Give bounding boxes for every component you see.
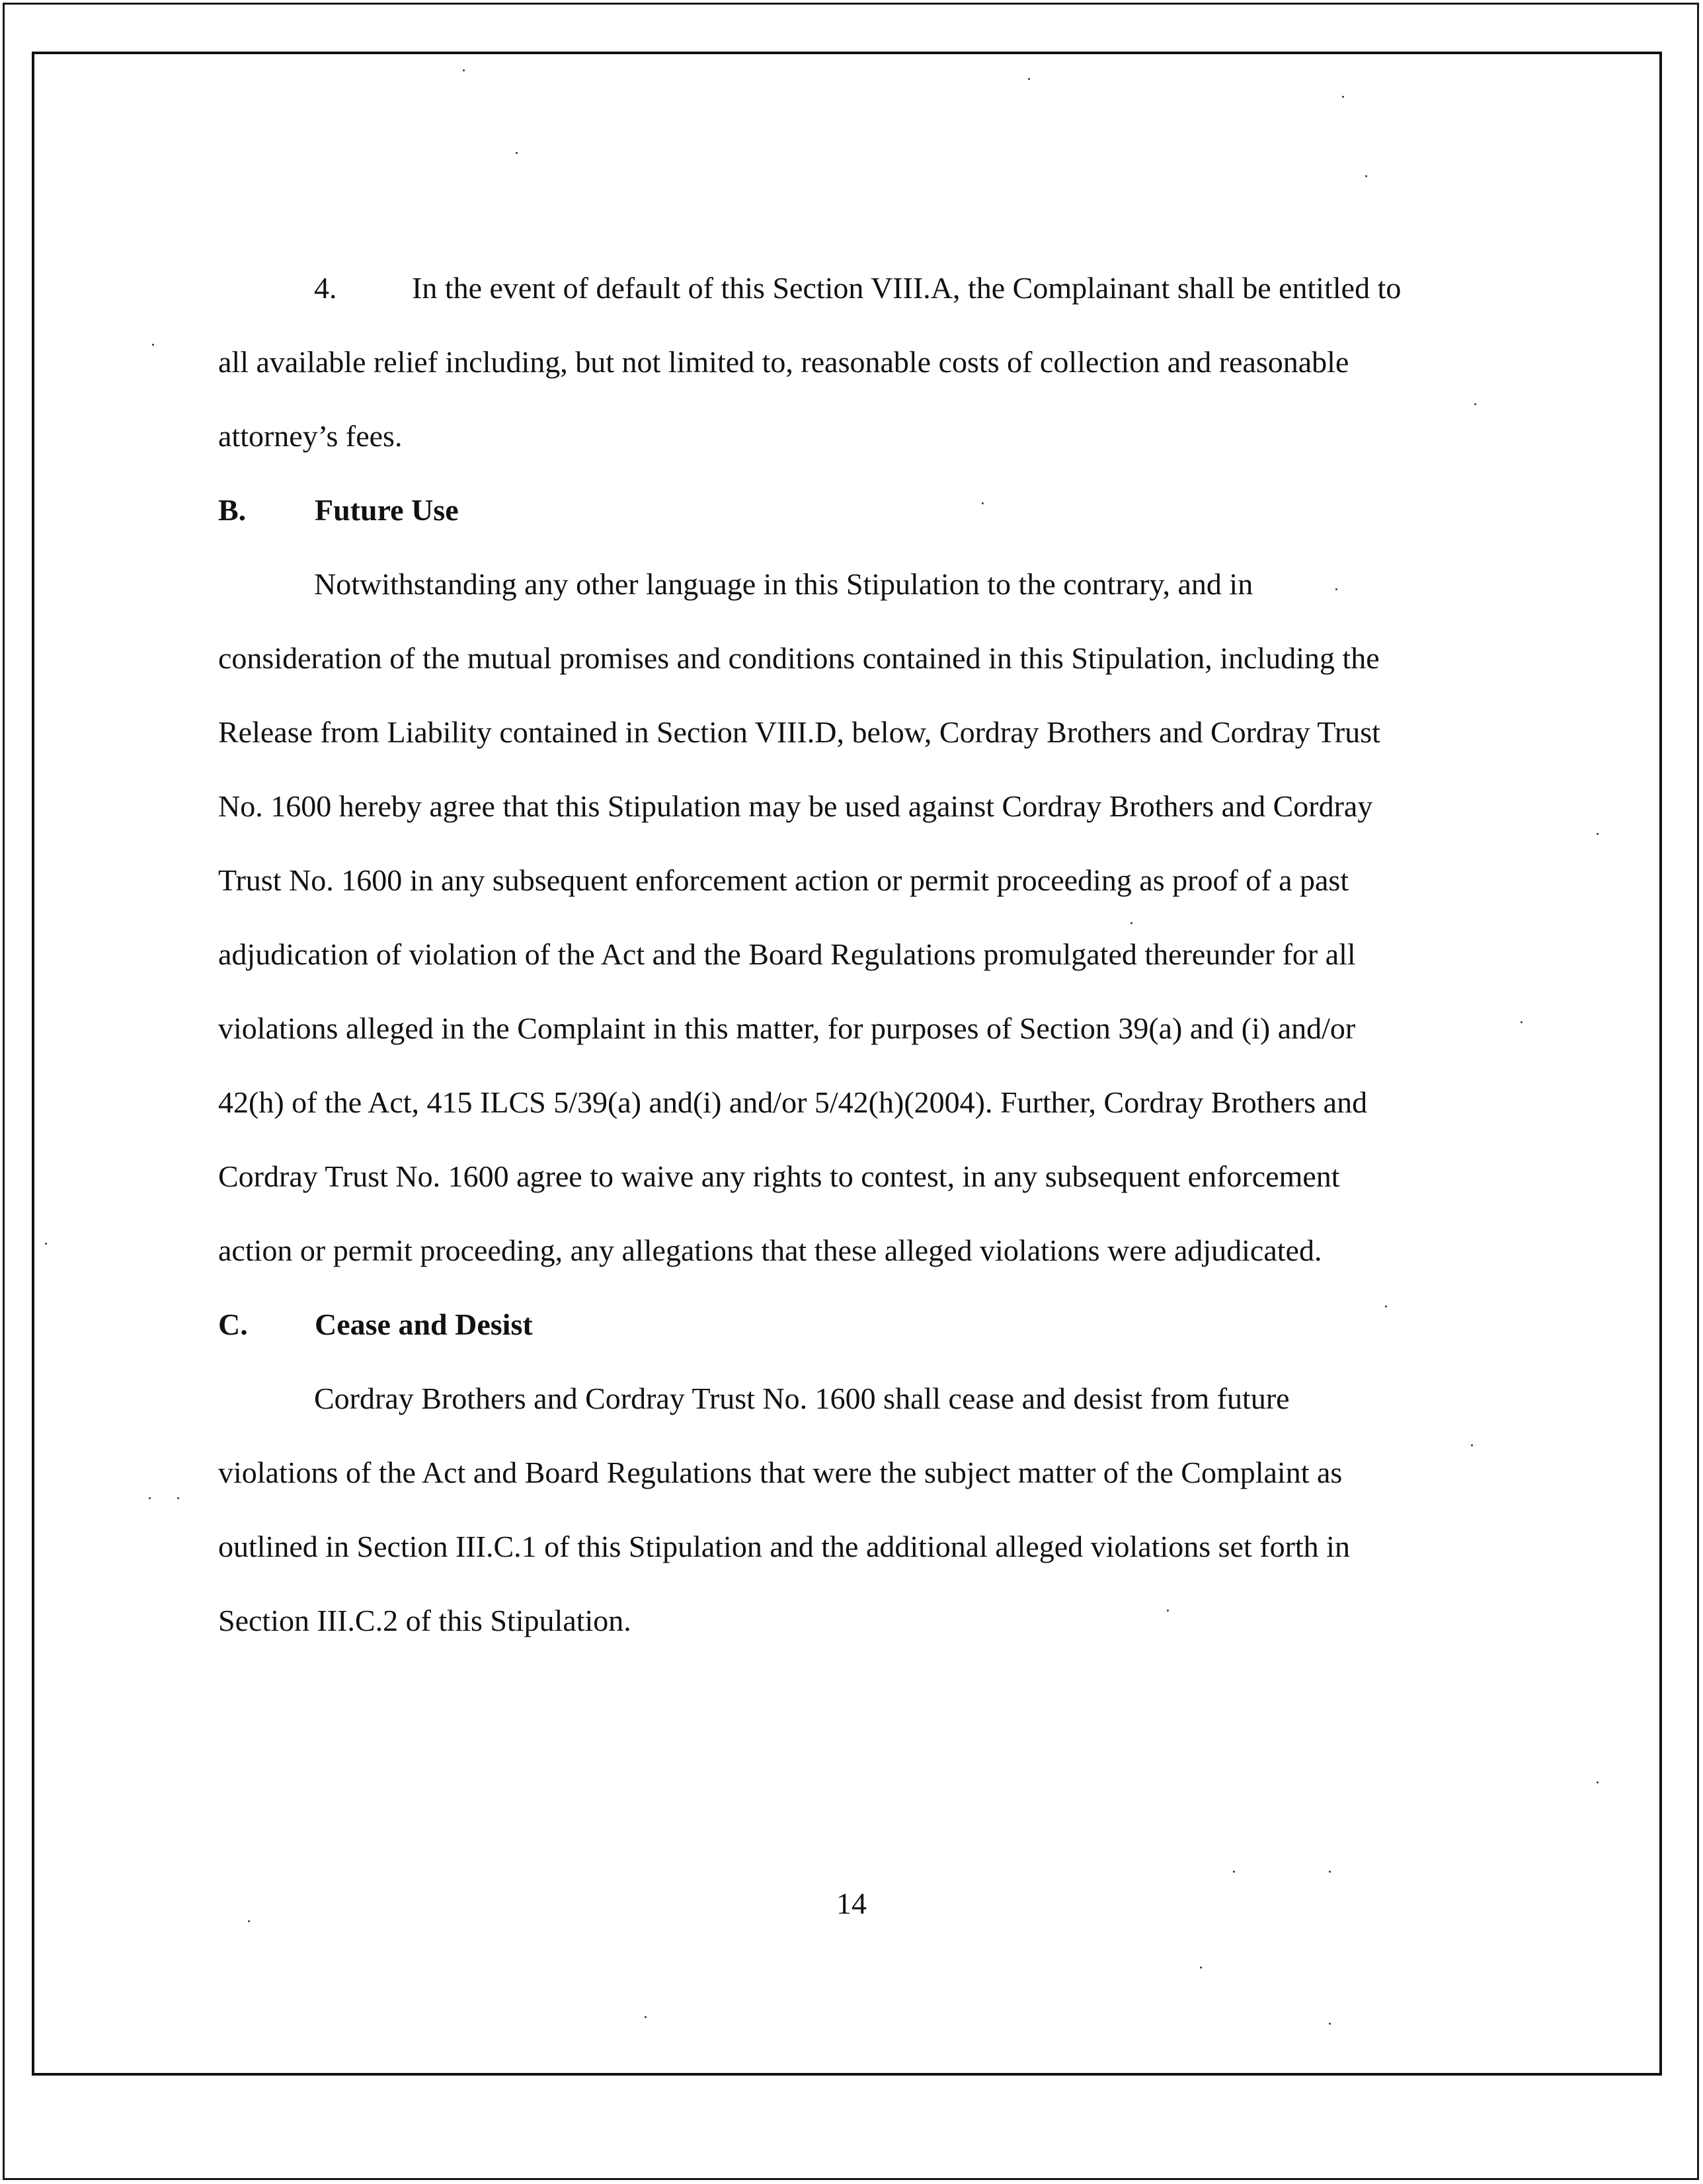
- section-b-line-1: Notwithstanding any other language in this Stipulation to the contrary, and in: [314, 567, 1253, 601]
- scan-speck: [177, 1497, 179, 1499]
- scan-speck: [516, 152, 518, 154]
- scan-speck: [1597, 1781, 1599, 1783]
- section-b-line-7: violations alleged in the Complaint in this matter, for purposes of Section 39(a) and (i) and/or: [218, 1011, 1356, 1045]
- section-b-heading: [218, 492, 459, 529]
- scan-speck: [1335, 588, 1337, 590]
- section-c-line-2: violations of the Act and Board Regulations that were the subject matter of the Complaint as: [218, 1456, 1343, 1489]
- scan-speck: [645, 2016, 647, 2018]
- section-b-line-2: consideration of the mutual promises and conditions contained in this Stipulation, including the: [218, 641, 1380, 675]
- section-c-line-1: Cordray Brothers and Cordray Trust No. 1600 shall cease and desist from future: [314, 1382, 1290, 1415]
- section-b-line-6: adjudication of violation of the Act and the Board Regulations promulgated thereunder for all: [218, 937, 1356, 971]
- scan-speck: [149, 1497, 151, 1499]
- section-b-line-4: No. 1600 hereby agree that this Stipulation may be used against Cordray Brothers and Cordray: [218, 789, 1373, 823]
- scan-speck: [1167, 1610, 1169, 1612]
- page-number: 14: [836, 1887, 867, 1920]
- paragraph-text: In the event of default of this Section VIII.A, the Complainant shall be entitled to: [412, 271, 1402, 305]
- scan-speck: [1597, 833, 1599, 835]
- paragraph-4-line-3: attorney’s fees.: [218, 419, 403, 453]
- section-c-line-3: outlined in Section III.C.1 of this Stipulation and the additional alleged violations set forth in: [218, 1530, 1350, 1563]
- scan-speck: [1233, 1871, 1235, 1873]
- section-c-title: Cease and Desist: [315, 1307, 533, 1341]
- scan-speck: [152, 344, 154, 346]
- scan-speck: [1130, 922, 1132, 924]
- scan-speck: [1028, 78, 1030, 80]
- section-c-letter: C.: [218, 1307, 248, 1341]
- scan-speck: [1474, 403, 1476, 405]
- section-b-title: Future Use: [315, 493, 459, 527]
- scan-speck: [1342, 96, 1344, 98]
- scan-speck: [1200, 1967, 1202, 1969]
- section-b-line-5: Trust No. 1600 in any subsequent enforcement action or permit proceeding as proof of a past: [218, 863, 1349, 897]
- scan-speck: [1329, 1871, 1331, 1873]
- scan-speck: [1471, 1444, 1473, 1446]
- scan-speck: [1365, 175, 1367, 177]
- scan-speck: [1385, 1306, 1387, 1307]
- scan-speck: [248, 1920, 250, 1922]
- section-b-letter: B.: [218, 493, 247, 527]
- section-c-heading: [218, 1306, 533, 1343]
- paragraph-4-line-2: all available relief including, but not limited to, reasonable costs of collection and reasonable: [218, 345, 1349, 379]
- section-c-line-4: Section III.C.2 of this Stipulation.: [218, 1604, 631, 1637]
- section-b-line-8: 42(h) of the Act, 415 ILCS 5/39(a) and(i) and/or 5/42(h)(2004). Further, Cordray Brothers and: [218, 1085, 1368, 1119]
- paragraph-number: 4.: [314, 271, 337, 305]
- section-b-line-9: Cordray Trust No. 1600 agree to waive any rights to contest, in any subsequent enforcement: [218, 1159, 1340, 1193]
- scan-speck: [982, 502, 984, 504]
- paragraph-4-line-1: [314, 270, 1401, 307]
- scan-speck: [1521, 1021, 1523, 1023]
- scan-speck: [463, 69, 465, 71]
- section-b-line-3: Release from Liability contained in Section VIII.D, below, Cordray Brothers and Cordray Trust: [218, 715, 1380, 749]
- section-b-line-10: action or permit proceeding, any allegations that these alleged violations were adjudicated.: [218, 1233, 1322, 1267]
- scan-speck: [45, 1243, 47, 1245]
- scan-speck: [1329, 2023, 1331, 2025]
